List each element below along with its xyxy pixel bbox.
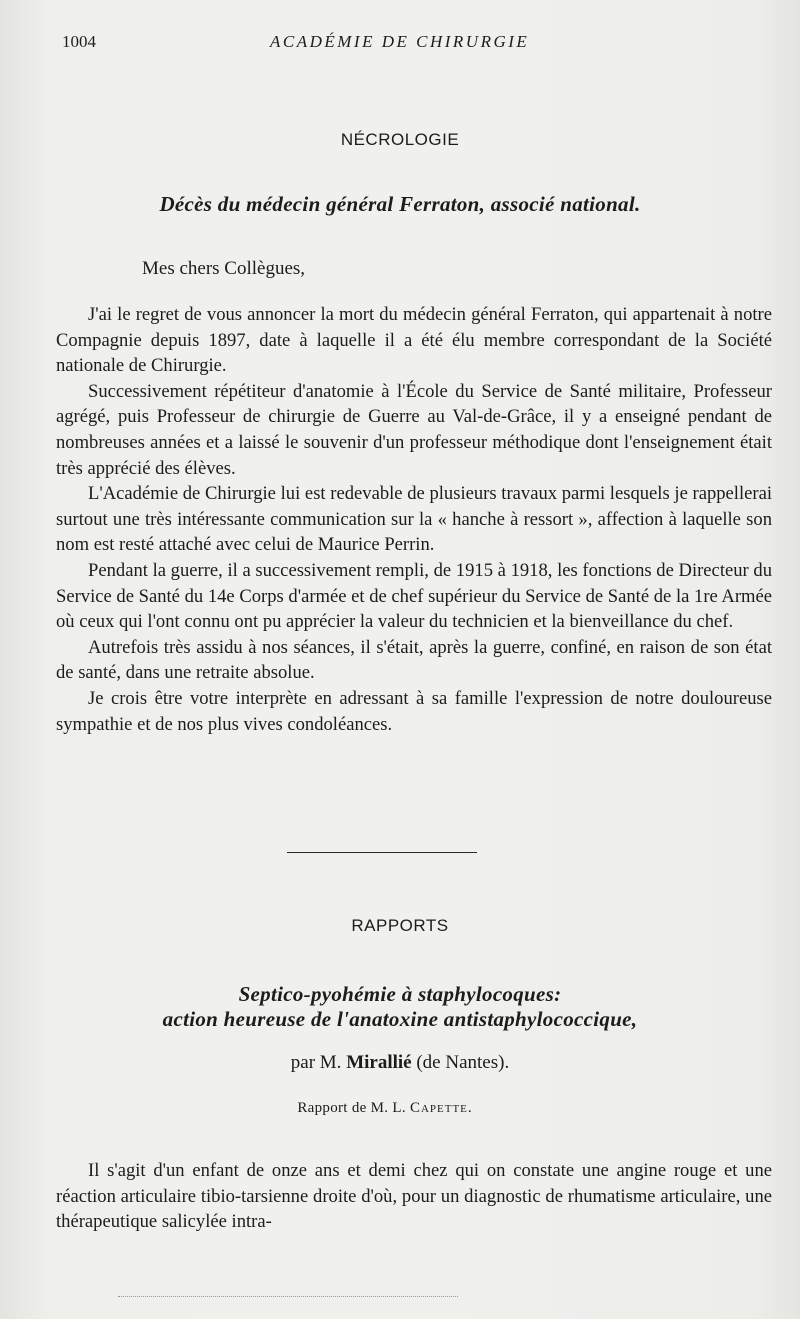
section-divider: [287, 852, 477, 853]
rapports-body: [56, 1158, 772, 1235]
necrologie-paragraph: Je crois être votre interprète en adressant à sa famille l'expression de notre douloureuse sympathie et de nos plus vives condoléances.: [56, 687, 772, 735]
byline-suffix: (de Nantes).: [416, 1052, 510, 1073]
necrologie-paragraph: J'ai le regret de vous annoncer la mort du médecin général Ferraton, qui appartenait à notre Compagnie depuis 1897, date à laquelle il a été élu membre correspondant de la Société nationale de Chirurgie.: [56, 304, 772, 377]
necrologie-paragraph: Autrefois très assidu à nos séances, il s'était, après la guerre, confiné, en raison de son état de santé, dans une retraite absolue.: [56, 636, 772, 684]
footer-faint-line: [118, 1296, 458, 1297]
rapports-title-line1: Septico-pyohémie à staphylocoques:: [238, 982, 562, 1006]
necrologie-article-title: Décès du médecin général Ferraton, associé national.: [159, 192, 641, 216]
rapports-title-line2: action heureuse de l'anatoxine antistaphylococcique,: [162, 1007, 638, 1031]
byline-prefix: par M.: [290, 1052, 342, 1073]
page-number: 1004: [62, 32, 96, 51]
rapport-attribution: [0, 1100, 770, 1117]
salutation: Mes chers Collègues,: [142, 258, 306, 279]
byline: [0, 1052, 800, 1074]
necrologie-body: [56, 302, 772, 737]
rapport-author: Capette.: [409, 1100, 473, 1116]
running-head: ACADÉMIE DE CHIRURGIE: [270, 32, 530, 51]
page-header: [62, 32, 800, 54]
necrologie-paragraph: Pendant la guerre, il a successivement rempli, de 1915 à 1918, les fonctions de Directeur du Service de Santé du 14e Corps d'armée et de chef supérieur du Service de Santé de la 1re Armée où ceux qui l'ont connu ont pu apprécier la valeur du technicien et la bienveillance du chef.: [56, 559, 772, 633]
rapports-paragraph: Il s'agit d'un enfant de onze ans et demi chez qui on constate une angine rouge et une réaction articulaire tibio-tarsienne droite d'où, pour un diagnostic de rhumatisme articulaire, une thérapeutique salicylée intra-: [56, 1160, 772, 1233]
necrologie-paragraph: Successivement répétiteur d'anatomie à l'École du Service de Santé militaire, Professeur agrégé, puis Professeur de chirurgie de Guerre au Val-de-Grâce, il y a enseigné pendant de nombreuses années et a laissé le souvenir d'un professeur méthodique dont l'enseignement était très apprécié des élèves.: [56, 380, 772, 479]
byline-author: Mirallié: [346, 1052, 412, 1073]
necrologie-paragraph: L'Académie de Chirurgie lui est redevable de plusieurs travaux parmi lesquels je rappellerai surtout une très intéressante communication sur la « hanche à ressort », affection à laquelle son nom est resté attaché avec celui de Maurice Perrin.: [56, 483, 772, 556]
rapport-prefix: Rapport de M. L.: [297, 1100, 406, 1116]
necrologie-section-title: NÉCROLOGIE: [340, 130, 460, 149]
rapports-section-title: RAPPORTS: [351, 916, 449, 935]
